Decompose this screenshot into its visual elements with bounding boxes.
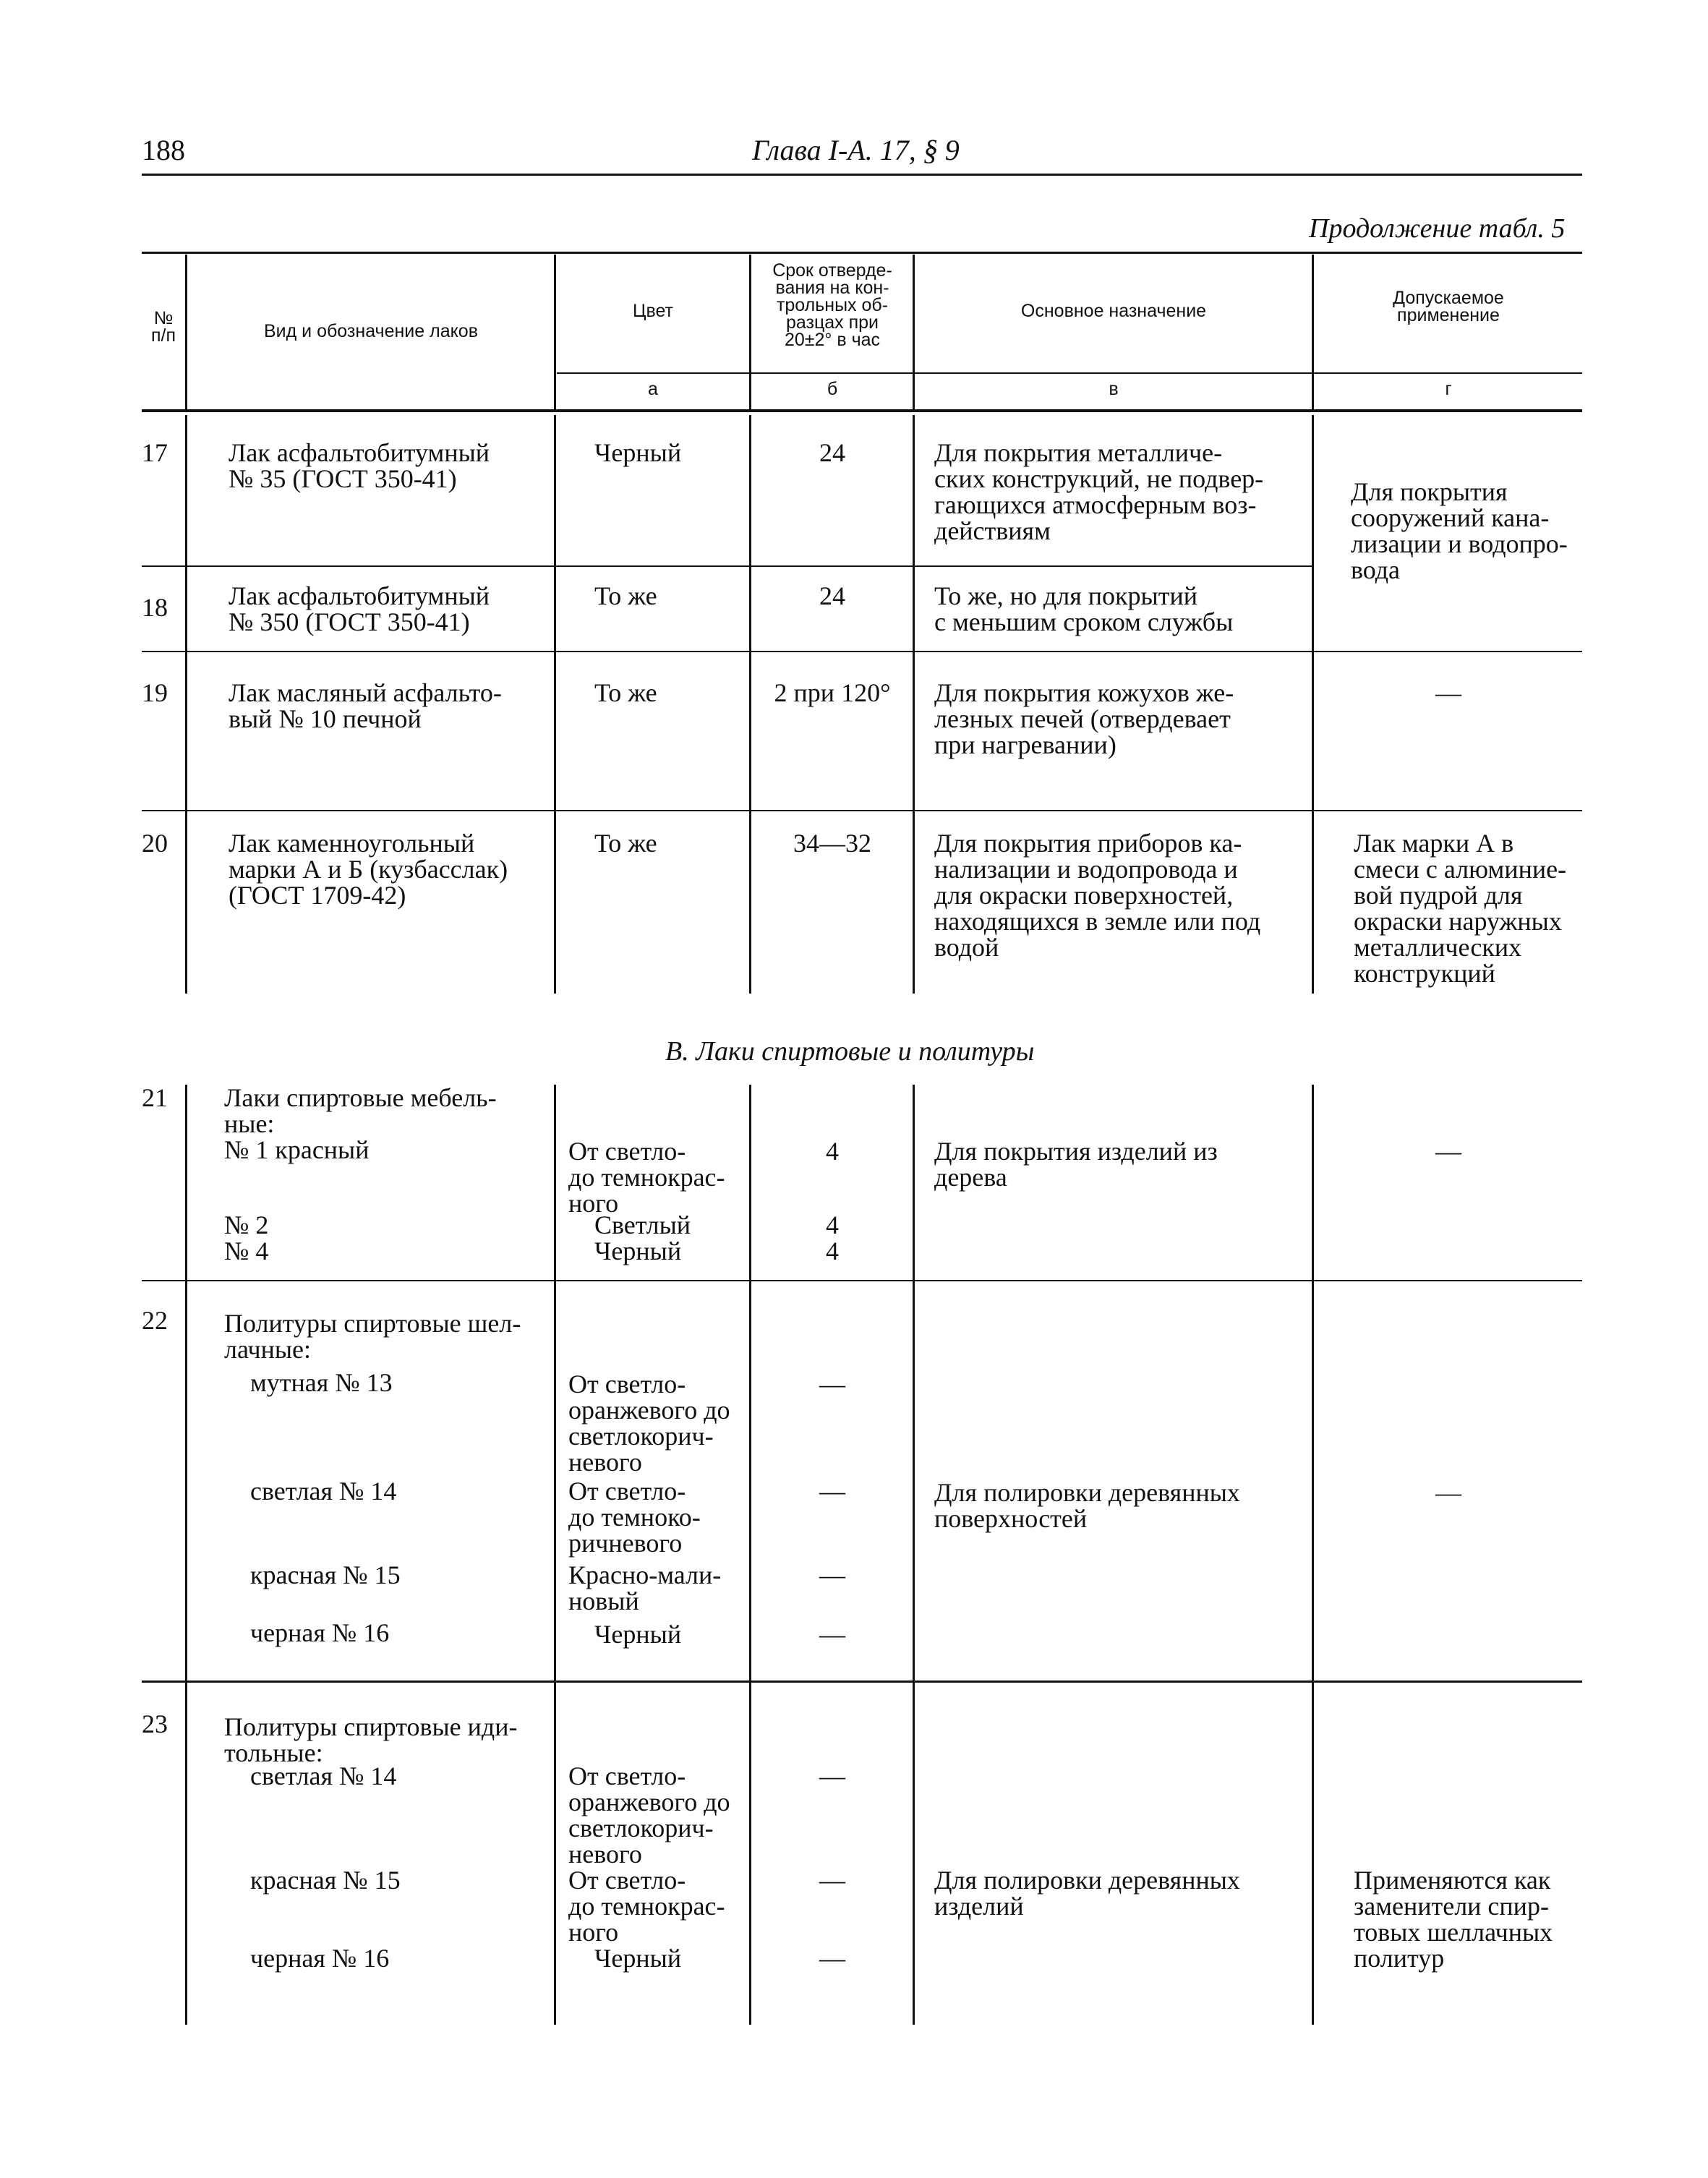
row21-item1-color: От светло- до темнокрас- ного — [568, 1137, 725, 1218]
row18-cure: 24 — [819, 581, 845, 610]
row17-num: 17 — [142, 438, 168, 467]
s2-divider-col2 — [554, 1085, 556, 2025]
section-title: В. Лаки спиртовые и политуры — [665, 1036, 1035, 1067]
row23-item1-name: светлая № 14 — [250, 1761, 397, 1790]
row18-num: 18 — [142, 593, 168, 622]
s2-divider-col1 — [185, 1085, 187, 2025]
row21-item2-color: Светлый — [594, 1210, 691, 1239]
row21-item3-color: Черный — [594, 1237, 682, 1265]
row22-item1-color: От светло- оранжевого до светлокорич- невого — [568, 1370, 730, 1477]
row23-allowed: Применяются как заменители спир- товых шеллачных политур — [1354, 1866, 1553, 1973]
body-divider-col2 — [554, 415, 556, 994]
col-header-color: Цвет — [632, 301, 674, 321]
row21-item3-name: № 4 — [224, 1237, 269, 1265]
row21-title: Лаки спиртовые мебель- ные: — [224, 1083, 497, 1138]
body-divider-col3 — [749, 415, 751, 994]
s2-divider-col3 — [749, 1085, 751, 2025]
col-header-cure: Срок отверде- вания на кон- трольных об- разцах при 20±2° в час — [772, 260, 892, 350]
row21-item1-cure: 4 — [826, 1137, 839, 1166]
row20-allowed: Лак марки А в смеси с алюминие- вой пудрой для окраски наружных металлических конструкций — [1354, 829, 1567, 988]
row22-item2-cure: — — [819, 1477, 845, 1506]
row22-item2-color: От светло- до темноко- ричневого — [568, 1477, 701, 1558]
row18-color: То же — [594, 581, 657, 610]
row22-allowed: — — [1435, 1478, 1461, 1507]
divider-col3 — [749, 255, 751, 409]
row18-name: Лак асфальтобитумный № 350 (ГОСТ 350-41) — [229, 581, 490, 636]
row22-item4-name: черная № 16 — [250, 1618, 390, 1647]
table-continuation: Продолжение табл. 5 — [1309, 213, 1566, 244]
row23-item3-color: Черный — [594, 1944, 682, 1973]
chapter-title: Глава I-А. 17, § 9 — [752, 134, 960, 166]
row23-num: 23 — [142, 1709, 168, 1738]
row19-cure: 2 при 120° — [774, 678, 891, 707]
header-subrule — [557, 372, 1582, 374]
row-rule-17-18 — [142, 565, 1312, 567]
body-divider-col4 — [913, 415, 915, 994]
page-number: 188 — [142, 134, 185, 166]
row21-item2-name: № 2 — [224, 1210, 269, 1239]
row22-item1-cure: — — [819, 1370, 845, 1398]
row19-name: Лак масляный асфальто- вый № 10 печной — [229, 678, 502, 733]
row-rule-22-23 — [142, 1681, 1582, 1683]
row22-title: Политуры спиртовые шел- лачные: — [224, 1309, 521, 1364]
row-rule-18-19 — [142, 651, 1582, 652]
row19-num: 19 — [142, 678, 168, 707]
row19-color: То же — [594, 678, 657, 707]
row21-item2-cure: 4 — [826, 1210, 839, 1239]
header-bottom-rule — [142, 409, 1582, 412]
divider-col5 — [1312, 255, 1314, 409]
row23-purpose: Для полировки деревянных изделий — [934, 1866, 1240, 1921]
row21-item3-cure: 4 — [826, 1237, 839, 1265]
row23-title: Политуры спиртовые иди- тольные: — [224, 1712, 518, 1767]
body-divider-col1 — [185, 415, 187, 994]
col-letter-b: б — [827, 379, 838, 399]
col-letter-v: в — [1109, 379, 1119, 399]
row20-num: 20 — [142, 829, 168, 858]
row23-item3-name: черная № 16 — [250, 1944, 390, 1973]
row22-purpose: Для полировки деревянных поверхностей — [934, 1478, 1240, 1533]
row23-item2-name: красная № 15 — [250, 1866, 401, 1895]
header-rule — [142, 174, 1582, 176]
row-rule-19-20 — [142, 810, 1582, 811]
col-letter-a: а — [648, 379, 658, 399]
divider-col4 — [913, 255, 915, 409]
row23-item3-cure: — — [819, 1944, 845, 1973]
row21-item1-name: № 1 красный — [224, 1135, 370, 1164]
row20-color: То же — [594, 829, 657, 858]
row22-item3-cure: — — [819, 1560, 845, 1589]
row20-purpose: Для покрытия приборов ка- нализации и водопровода и для окраски поверхностей, находящихся в земле или под водой — [934, 829, 1261, 962]
row22-item3-color: Красно-мали- новый — [568, 1560, 722, 1615]
row23-item1-cure: — — [819, 1761, 845, 1790]
s2-divider-col5 — [1312, 1085, 1314, 2025]
row22-item1-name: мутная № 13 — [250, 1368, 393, 1397]
row17-name: Лак асфальтобитумный № 35 (ГОСТ 350-41) — [229, 438, 490, 493]
row22-item4-cure: — — [819, 1620, 845, 1649]
row21-allowed: — — [1435, 1137, 1461, 1166]
row23-item2-color: От светло- до темнокрас- ного — [568, 1866, 725, 1947]
col-letter-g: г — [1445, 379, 1452, 399]
row17-color: Черный — [594, 438, 682, 467]
row22-item2-name: светлая № 14 — [250, 1477, 397, 1506]
row22-num: 22 — [142, 1306, 168, 1335]
divider-col2 — [554, 255, 556, 409]
row20-name: Лак каменноугольный марки А и Б (кузбасслак) (ГОСТ 1709-42) — [229, 829, 508, 910]
row19-purpose: Для покрытия кожухов же- лезных печей (отвердевает при нагревании) — [934, 678, 1234, 759]
divider-col1 — [185, 255, 187, 409]
row23-item2-cure: — — [819, 1866, 845, 1895]
table-top-rule — [142, 252, 1582, 254]
row-rule-21-22 — [142, 1280, 1582, 1281]
row17-cure: 24 — [819, 438, 845, 467]
col-header-purpose: Основное назначение — [1020, 301, 1207, 321]
col-header-allowed: Допускаемое применение — [1393, 288, 1504, 325]
row21-purpose: Для покрытия изделий из дерева — [934, 1137, 1218, 1192]
col-header-name: Вид и обозначение лаков — [264, 321, 478, 341]
row17-18-allowed: Для покрытия сооружений кана- лизации и водопро- вода — [1351, 477, 1568, 584]
row22-item4-color: Черный — [594, 1620, 682, 1649]
row20-cure: 34—32 — [793, 829, 871, 858]
s2-divider-col4 — [913, 1085, 915, 2025]
row21-num: 21 — [142, 1083, 168, 1112]
row23-item1-color: От светло- оранжевого до светлокорич- невого — [568, 1761, 730, 1869]
row19-allowed: — — [1435, 678, 1461, 707]
row18-purpose: То же, но для покрытий с меньшим сроком службы — [934, 581, 1234, 636]
row17-purpose: Для покрытия металличе- ских конструкций, не подвер- гающихся атмосферным воз- действиям — [934, 438, 1264, 545]
row22-item3-name: красная № 15 — [250, 1560, 401, 1589]
col-header-num: № п/п — [150, 308, 176, 346]
body-divider-col5 — [1312, 415, 1314, 994]
